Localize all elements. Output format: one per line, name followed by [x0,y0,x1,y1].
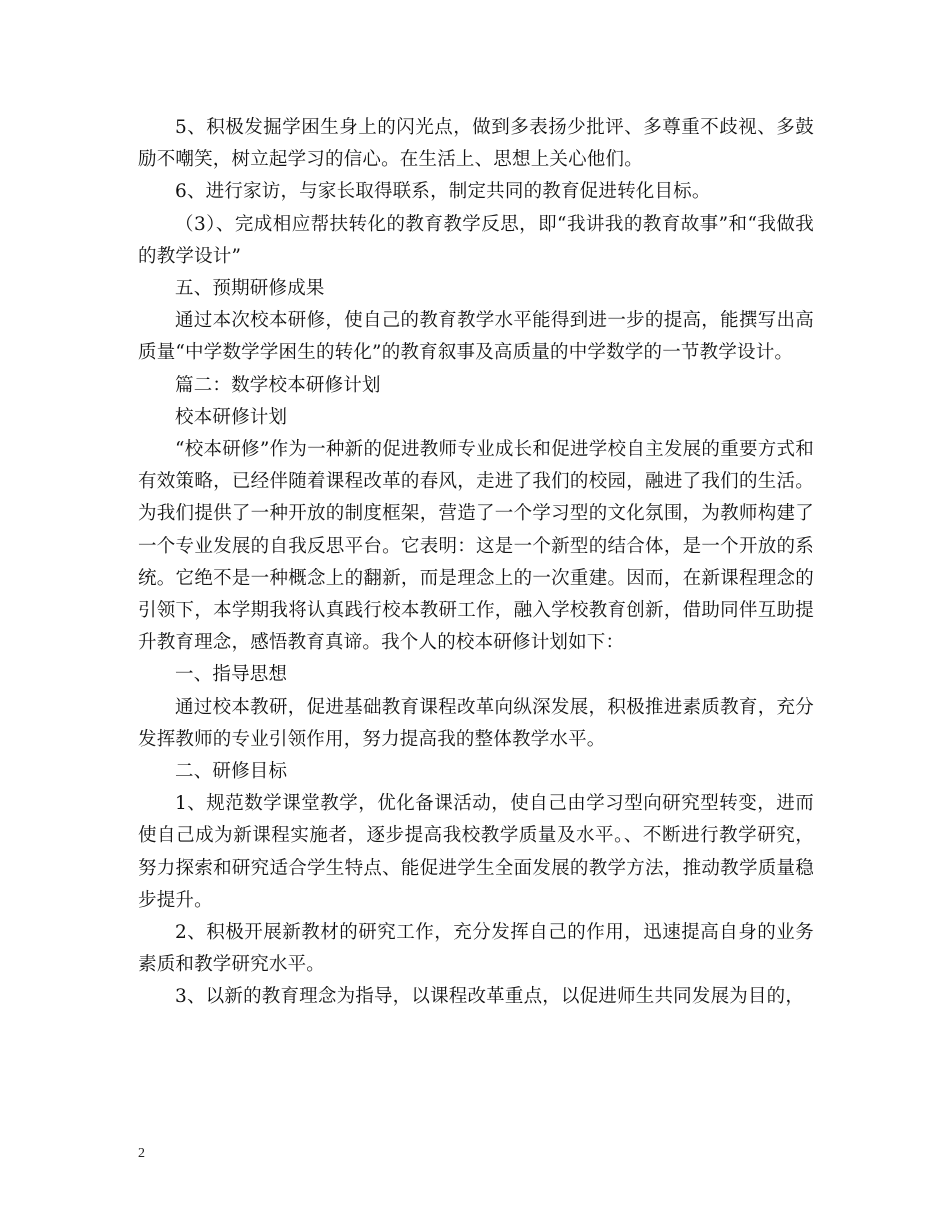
paragraph-item-5: 5、积极发掘学困生身上的闪光点，做到多表扬少批评、多尊重不歧视、多鼓励不嘲笑，树立起学习的信心。在生活上、思想上关心他们。 [138,117,814,171]
article-heading-part-two: 篇二：数学校本研修计划 [175,374,381,396]
paragraph-goal-2: 2、积极开展新教材的研究工作，充分发挥自己的作用，迅速提高自身的业务素质和教学研究水平。 [138,922,814,976]
section-heading-expected-outcomes: 五、预期研修成果 [175,278,325,300]
section-heading-guiding-thought: 一、指导思想 [175,664,288,686]
paragraph-item-6: 6、进行家访，与家长取得联系，制定共同的教育促进转化目标。 [175,181,711,203]
paragraph-guiding-thought: 通过校本教研，促进基础教育课程改革向纵深发展，积极推进素质教育，充分发挥教师的专业引领作用，努力提高我的整体教学水平。 [138,696,814,750]
plan-title: 校本研修计划 [175,406,288,428]
section-heading-goals: 二、研修目标 [175,761,288,783]
document-body [138,112,814,1014]
paragraph-goal-1: 1、规范数学课堂教学，优化备课活动，使自己由学习型向研究型转变，进而使自己成为新课程实施者，逐步提高我校教学质量及水平。、不断进行教学研究，努力探索和研究适合学生特点、能促进学生全面发展的教学方法，推动教学质量稳步提升。 [138,793,814,911]
paragraph-reflection: （3）、完成相应帮扶转化的教育教学反思，即“我讲我的教育故事”和“我做我的教学设计” [138,213,814,267]
page-number: 2 [138,1146,145,1161]
paragraph-goal-3: 3、以新的教育理念为指导，以课程改革重点，以促进师生共同发展为目的， [175,986,805,1008]
paragraph-introduction: “校本研修”作为一种新的促进教师专业成长和促进学校自主发展的重要方式和有效策略，已经伴随着课程改革的春风，走进了我们的校园，融进了我们的生活。为我们提供了一种开放的制度框架，营造了一个学习型的文化氛围，为教师构建了一个专业发展的自我反思平台。它表明：这是一个新型的结合体，是一个开放的系统。它绝不是一种概念上的翻新，而是理念上的一次重建。因而，在新课程理念的引领下，本学期我将认真践行校本教研工作，融入学校教育创新，借助同伴互助提升教育理念，感悟教育真谛。我个人的校本研修计划如下： [138,439,814,654]
paragraph-outcomes: 通过本次校本研修，使自己的教育教学水平能得到进一步的提高，能撰写出高质量“中学数学学困生的转化”的教育叙事及高质量的中学数学的一节教学设计。 [138,310,814,364]
